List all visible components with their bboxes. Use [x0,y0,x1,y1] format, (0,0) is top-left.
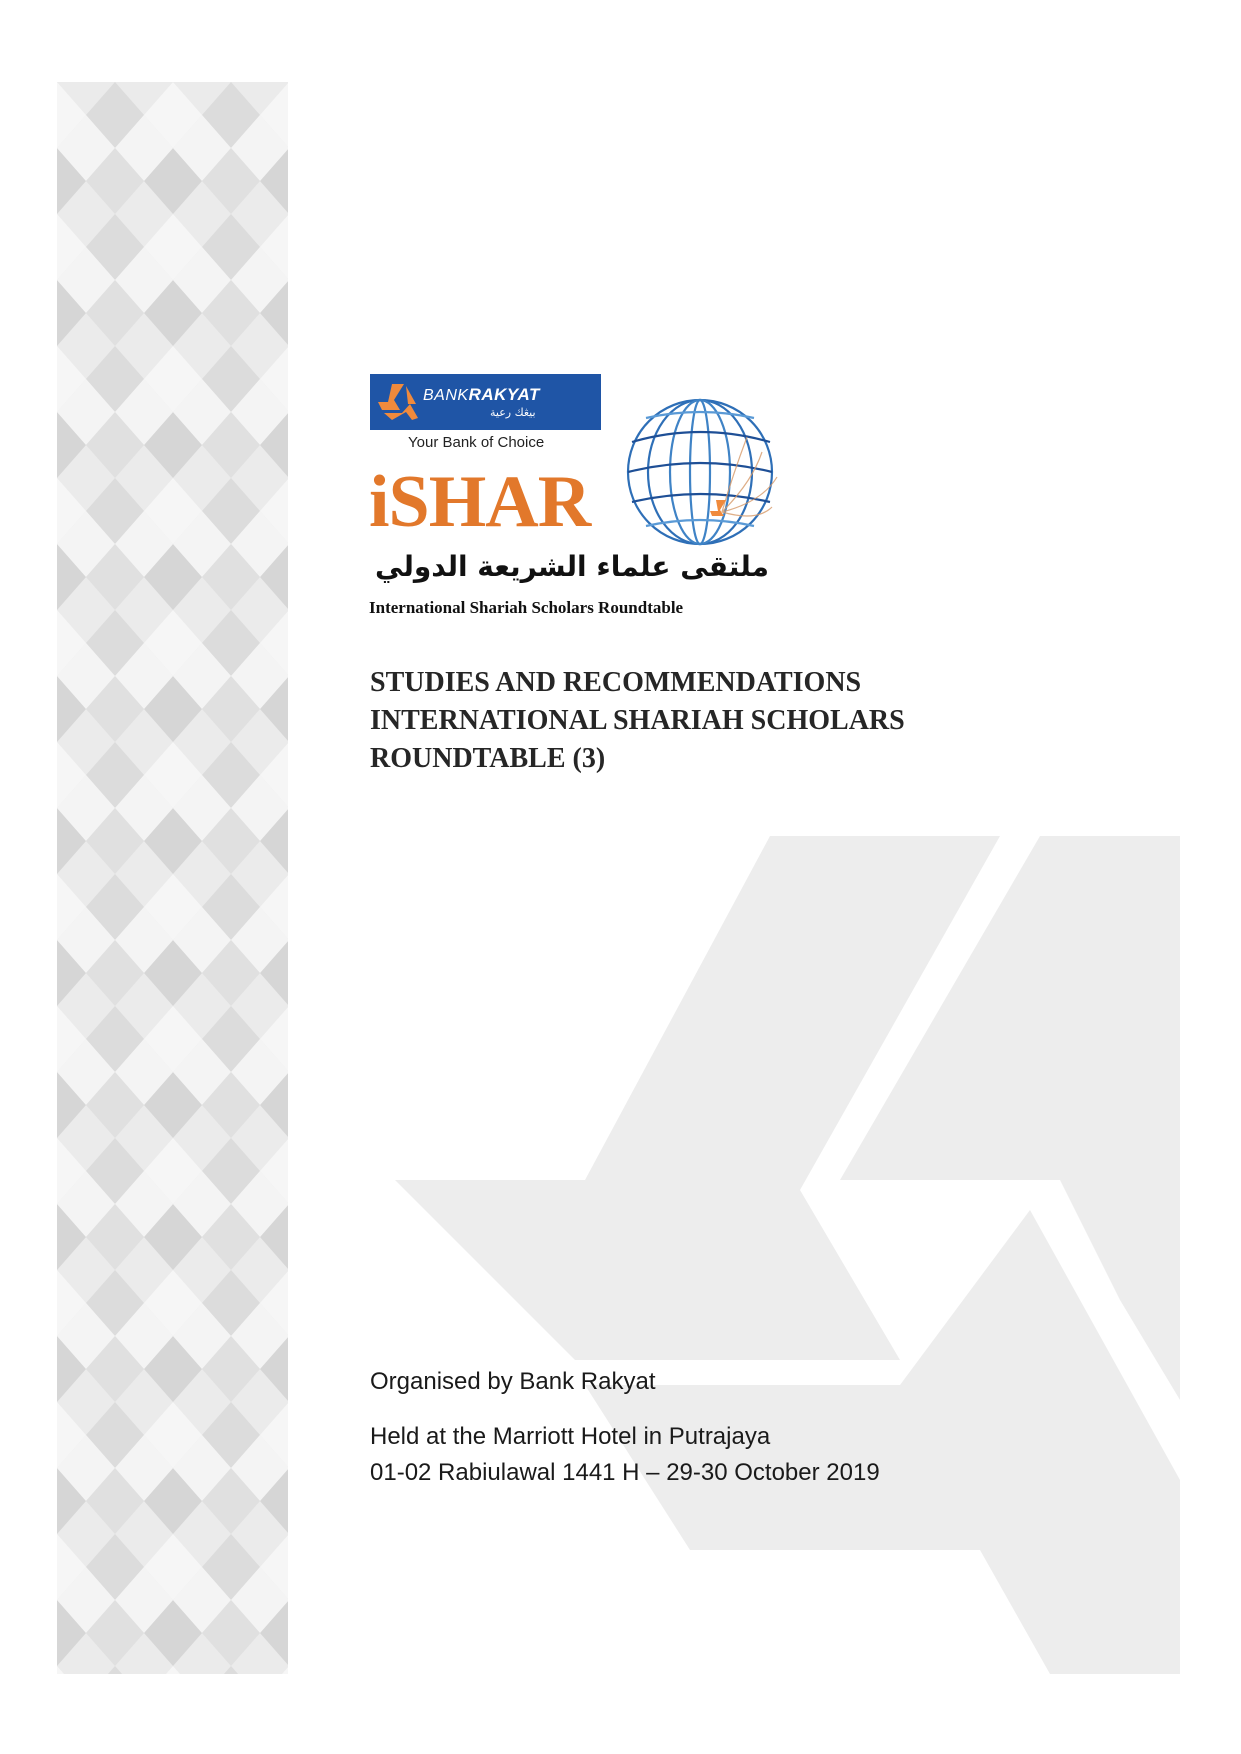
ishar-arabic-name: ملتقى علماء الشريعة الدولي [375,550,769,583]
title-line-2: INTERNATIONAL SHARIAH SCHOLARS [370,705,905,736]
bank-tagline: Your Bank of Choice [408,434,545,451]
venue-text: Held at the Marriott Hotel in Putrajaya [370,1423,771,1450]
bank-rakyat-logo [370,374,601,430]
bank-name-arabic: بيڠك رعية [490,406,536,419]
ishar-globe-icon [612,392,782,552]
bank-name: BANKRAKYAT [423,385,540,404]
title-line-3: ROUNDTABLE (3) [370,743,606,774]
ishar-wordmark: iSHAR [369,461,591,543]
dates-text: 01-02 Rabiulawal 1441 H – 29-30 October 2019 [370,1459,880,1486]
organiser-text: Organised by Bank Rakyat [370,1368,656,1395]
ishar-subtitle: International Shariah Scholars Roundtable [369,598,684,617]
title-line-1: STUDIES AND RECOMMENDATIONS [370,667,862,698]
bank-rakyat-mark-icon [378,382,418,422]
document-title [370,664,1070,778]
event-info [370,1368,1070,1490]
